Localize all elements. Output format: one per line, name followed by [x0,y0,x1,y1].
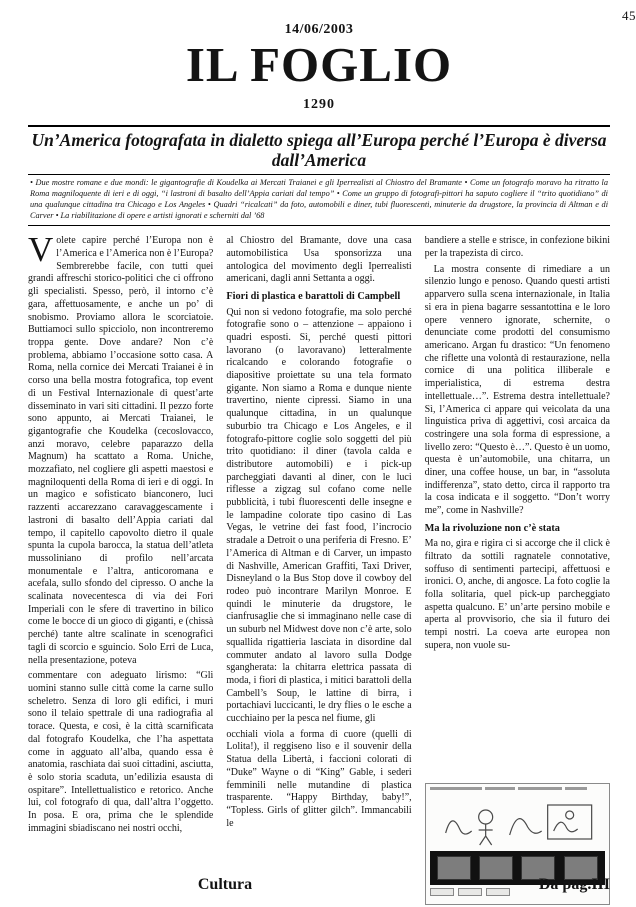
clipping-sketches [430,793,605,849]
paragraph: Qui non si vedono fotografie, ma solo perché fotografie sono o – attenzione – appaiono i quadri esposti. Sì, perché questi pittori lavorano (o lavoravano) letteralmente ricalcando e colorando fotografie o diapositive proiettate su una tela formato gigante. Non siamo a Roma e dunque niente travertino, niente cipressi. Siamo in una qualunque cittadina, in un qualunque suburbio tra Chicago e Los Angeles, e il fotografo-pittore coglie solo soggetti del più trito quotidiano: il diner (tavola calda e distributore automobili) e i pick-up parcheggiati davanti al diner, con le luci riflesse a zigzag sul cofano come nelle pubblicità, i tubi fluorescenti delle insegne e le lampadine colorate tipo casino di Las Vegas, le vetrine dei fast food, l’incrocio stradale a Detroit o una periferia di Fresno. E’ l’America di Altman e di Carver, un impasto di Nashville, American Graffiti, Taxi Driver, Disneyland o la Bus Stop dove il cowboy del rodeo può incontrare Marilyn Monroe. E quindi le minuterie da drugstore, le cianfrusaglie che si immaginano nelle case di un suburb nel Midwest dove non c’è arte, solo squallida rigattieria lasciata in disordine dal commuter andato al lavoro sulla Dodge sgangherata: la chitarra elettrica passata di moda, i fiori di plastica, i mitici barattoli della Cambell’s Soup, le lattine di birra, i portachiavi luccicanti, le dry flies o le esche a cucchiaino per la pesca nel fiume, gli [226,306,412,725]
article-body [28,235,610,907]
column-1 [28,235,213,907]
paragraph: occhiali viola a forma di cuore (quelli di Lolita!), il reggiseno liso e il souvenir della Statua della Libertà, i faccioni colorati di “Duke” Wayne o di “King” Gable, i sederi femminili nelle mutandine di plastica trasparente. “Happy Birthday, baby!”, “Topless. Girls of glitter gilch”. Immancabili le [226,728,412,829]
subhead-rivoluzione: Ma la rivoluzione non c’è stata [424,522,560,534]
drop-cap: V [28,235,54,270]
newspaper-title: IL FOGLIO [185,37,453,92]
article-headline: Un’America fotografata in dialetto spiega all’Europa perché l’Europa è diversa dall’America [31,130,607,171]
caption-bar [565,787,587,790]
divider-bottom [28,225,610,226]
subhead-fiori-di-plastica: Fiori di plastica e barattoli di Campbell [226,291,401,303]
paragraph: commentare con adeguato lirismo: “Gli uomini stanno sulle città come la carne sullo scheletro. Senza di loro gli edifici, i muri sono il telaio spettrale di una radiografia al torace. Questa, e così, è la città scarnificata dal fotografo Koudelka, che l’ha aspettata come in agguato all’alba, quando essa è anatomia, raschiata dai suoi cittadini, asciutta, è solo storia scaduta, un’edilizia esausta di ospitare”. Intellettualistico e retorico. Anche lui, col fotografo di qua, dall’altra l’oggetto. In posa. E ora, prima che le splendide immagini sbiadiscano nei nostri occhi, [28,670,214,834]
column-2 [226,235,411,907]
paragraph: al Chiostro del Bramante, dove una casa automobilistica Usa sponsorizza una antologica del movimento degli Iperrealisti americani, dagli anni Settanta a oggi. [226,235,412,285]
paragraph: La mostra consente di rimediare a un silenzio lungo e penoso. Quando questi artisti apparvero sulla scena internazionale, in Italia si era in piena bagarre sessantottina e le loro opere vennero ignorate, schernite, o denunciate come prodotti del consumismo americano. Argan fu drastico: “Un fenomeno che riflette una volontà di restaurazione, nella cornice di una politica illiberale e imperialistica, di estrema destra intellettuale…”. Estrema destra intellettuale? Sì, l’America ci appare qui veicolata da una linguistica priva di aggettivi, così arcaica da costringere una sola forma di espressione, a livello zero: “Questo è…”. Questo è un uomo, questa è un’automobile, una chitarra, un diner, una coffee house, un bar, in “assoluta indifferenza”, stato detto, circa il rapporto tra la cosa indicata e il soggetto. “Don’t worry me”, come in Nashville? [424,263,610,517]
caption-bar [518,787,562,790]
headline-block [28,125,610,226]
page-footer [0,876,636,896]
clipping-caption-placeholder [430,787,605,790]
article-deck: • Due mostre romane e due mondi: le gigantografie di Koudelka ai Mercati Traianei e gli Iperrealisti al Chiostro del Bramante • Come un fotografo moravo ha ritratto la Roma magniloquente di ieri e di oggi, “i lastroni di basalto dell’Appia cariati dal tempo” • Come un gruppo di fotografi-pittori ha saputo cogliere il “trito quotidiano” di una qualunque cittadina tra Chicago e Los Angeles • Quadri “ricalcati” da foto, automobili e diner, tubi fluorescenti, minuterie da drugstore, la provincia di Altman e di Carver • La riabilitazione di opere e artisti ignorati e scherniti dal ’68 [30,178,608,220]
masthead-block [28,6,610,113]
paragraph-text: olete capire perché l’Europa non è l’America e l’America non è l’Europa? Sembrerebbe facile, con tutti quei grandi affreschi storico-politici che ci offrono gli specialisti. Spesso, però, il intorno c’è gara, affettuosamente, e anche un po’ di snobismo. Proviamo allora le scorciatoie. Buttiamoci sullo spicciolo, non incontreremo troppa gente. Dove andare? Non c’è problema, abbiamo l’occasione sotto casa. A Roma, nella cornice dei Mercati Traianei è in corso una bella mostra fotografica, top event di un Festival Internazionale di quest’arte disseminato in vari siti cittadini. Il pezzo forte sono appunto, ai Mercati Traianei, le gigantografie che Koudelka (cecoslovacco, anzi moravo, celebre paparazzo della Magnum) ha scattato a Roma. Uniche, mozzafiato, nel cogliere gli aspetti maestosi e magniloquenti della Roma di ieri e di oggi. In un magico e sofisticato bianconero, luci razzenti accarezzano caravaggescamente i lastroni di basalto dell’Appia cariati dal tempo, il capitello capovolto dietro il quale spunta la cupola barocca, la statua dell’atleta mussoliniano di profilo nell’arcata monumentale e l’altra, anticoromana e acefala, sullo sfondo del cipresso. O anche la scalinata novecentesca di via dei Fori Imperiali con le sfere di travertino in bilico come le bocce di un gioco di giganti, e (chissà perché) tante altre scalinate in scenografici tagli di scorcio e sguincio. Solo Erri de Luca, nella presentazione, poteva [28,235,214,666]
issue-number: 1290 [303,97,335,112]
caption-bar [485,787,515,790]
paragraph: bandiere a stelle e strisce, in confezione bikini per la trapezista di circo. [424,235,610,260]
column-3 [425,235,610,907]
caption-bar [430,787,482,790]
paragraph: Ma no, gira e rigira ci si accorge che il click è filtrato da sottili ragnatele connotative, soffuso di sentimenti partecipi, affettuosi e ironici. O, anche, di angosce. La foto coglie la folla solitaria, quel pick-up parcheggiato aspetta qualcuno. E’ un’arte persino mobile e aperta al provvisorio, che sia il futuro dei tempi nostri. La coeva arte europea non supera, non vuole su- [424,538,610,651]
continuation-label: Da pag.III [538,876,610,893]
section-label: Cultura [197,876,253,893]
page-number: 45 [622,8,636,23]
issue-date: 14/06/2003 [284,22,354,37]
paragraph [28,235,213,667]
